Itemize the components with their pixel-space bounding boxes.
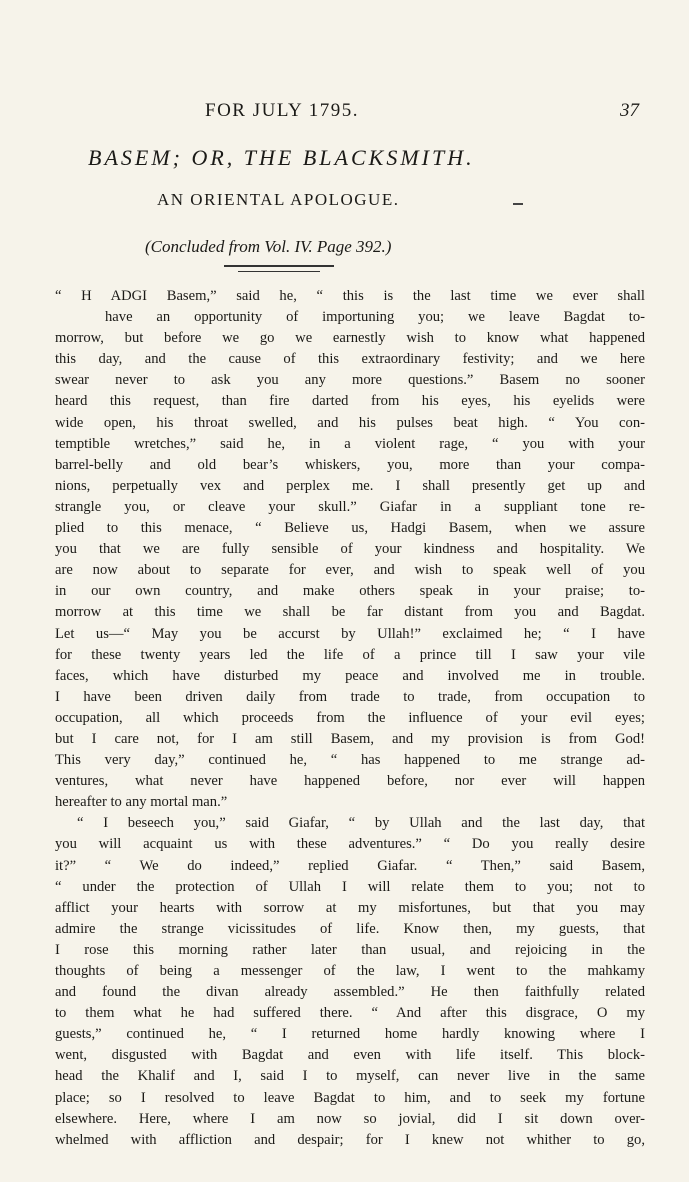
- text-line: and found the divan already assembled.” He then faithfully related: [55, 984, 645, 1001]
- text-line: guests,” continued he, “ I returned home hardly knowing where I: [55, 1026, 645, 1043]
- text-line: I rose this morning rather later than usual, and rejoicing in the: [55, 941, 645, 958]
- article-title: BASEM; OR, THE BLACKSMITH.: [88, 145, 475, 170]
- text-line: Let us—“ May you be accurst by Ullah!” exclaimed he; “ I have: [55, 625, 645, 642]
- text-line: have an opportunity of importuning you; we leave Bagdat to-: [105, 309, 645, 326]
- text-line: “ H ADGI Basem,” said he, “ this is the last time we ever shall: [55, 288, 645, 304]
- page-number: 37: [620, 100, 639, 121]
- text-line: wide open, his throat swelled, and his pulses beat high. “ You con-: [55, 414, 645, 431]
- text-line: head the Khalif and I, said I to myself, can never live in the same: [55, 1068, 645, 1085]
- text-line: plied to this menace, “ Believe us, Hadgi Basem, when we assure: [55, 520, 645, 537]
- text-line: this day, and the cause of this extraordinary festivity; and we here: [55, 351, 645, 368]
- text-line: for these twenty years led the life of a prince till I saw your vile: [55, 646, 645, 663]
- text-line: it?” “ We do indeed,” replied Giafar. “ Then,” said Basem,: [55, 857, 645, 874]
- text-line: you will acquaint us with these adventures.” “ Do you really desire: [55, 836, 645, 853]
- text-line: morrow at this time we shall be far distant from you and Bagdat.: [55, 604, 645, 621]
- running-title: FOR JULY 1795.: [205, 100, 360, 121]
- text-line: “ under the protection of Ullah I will relate them to you; not to: [55, 878, 645, 895]
- text-line: thoughts of being a messenger of the law, I went to the mahkamy: [55, 963, 645, 979]
- text-line: I have been driven daily from trade to trade, from occupation to: [55, 688, 645, 705]
- text-line: to them what he had suffered there. “ And after this disgrace, O my: [55, 1005, 645, 1022]
- body-text: [55, 286, 645, 1151]
- text-line: are now about to separate for ever, and wish to speak well of you: [55, 562, 645, 579]
- text-line: hereafter to any mortal man.”: [55, 794, 228, 811]
- text-line: occupation, all which proceeds from the influence of your evil eyes;: [55, 709, 645, 726]
- text-line: nions, perpetually vex and perplex me. I shall presently get up and: [55, 477, 645, 494]
- text-line: admire the strange vicissitudes of life. Know then, my guests, that: [55, 920, 645, 937]
- text-line: in our own country, and make others speak in your praise; to-: [55, 583, 645, 600]
- text-line: temptible wretches,” said he, in a violent rage, “ you with your: [55, 435, 645, 452]
- text-line: heard this request, than fire darted from his eyes, his eyelids were: [55, 393, 645, 410]
- stray-mark: [513, 203, 523, 205]
- text-line: swear never to ask you any more questions.” Basem no sooner: [55, 372, 645, 389]
- text-line: “ I beseech you,” said Giafar, “ by Ullah and the last day, that: [77, 815, 645, 832]
- ornamental-rule: [224, 265, 334, 267]
- text-line: faces, which have disturbed my peace and involved me in trouble.: [55, 667, 645, 684]
- text-line: place; so I resolved to leave Bagdat to him, and to seek my fortune: [55, 1089, 645, 1106]
- text-line: whelmed with affliction and despair; for I knew not whither to go,: [55, 1131, 645, 1148]
- text-line: but I care not, for I am still Basem, and my provision is from God!: [55, 730, 645, 747]
- text-line: strangle you, or cleave your skull.” Giafar in a suppliant tone re-: [55, 498, 645, 515]
- text-line: afflict your hearts with sorrow at my misfortunes, but that you may: [55, 899, 645, 916]
- text-line: you that we are fully sensible of your kindness and hospitality. We: [55, 541, 645, 558]
- ornamental-rule-thin: [238, 271, 320, 272]
- text-line: barrel-belly and old bear’s whiskers, you, more than your compa-: [55, 456, 645, 473]
- continuation-note: (Concluded from Vol. IV. Page 392.): [145, 237, 392, 256]
- running-head: [0, 100, 689, 130]
- text-line: went, disgusted with Bagdat and even with life itself. This block-: [55, 1047, 645, 1064]
- article-subtitle: AN ORIENTAL APOLOGUE.: [157, 190, 400, 209]
- text-line: elsewhere. Here, where I am now so jovial, did I sit down over-: [55, 1110, 645, 1127]
- text-line: ventures, what never have happened before, nor ever will happen: [55, 773, 645, 790]
- text-line: This very day,” continued he, “ has happened to me strange ad-: [55, 752, 645, 769]
- text-line: morrow, but before we go we earnestly wish to know what happened: [55, 330, 645, 347]
